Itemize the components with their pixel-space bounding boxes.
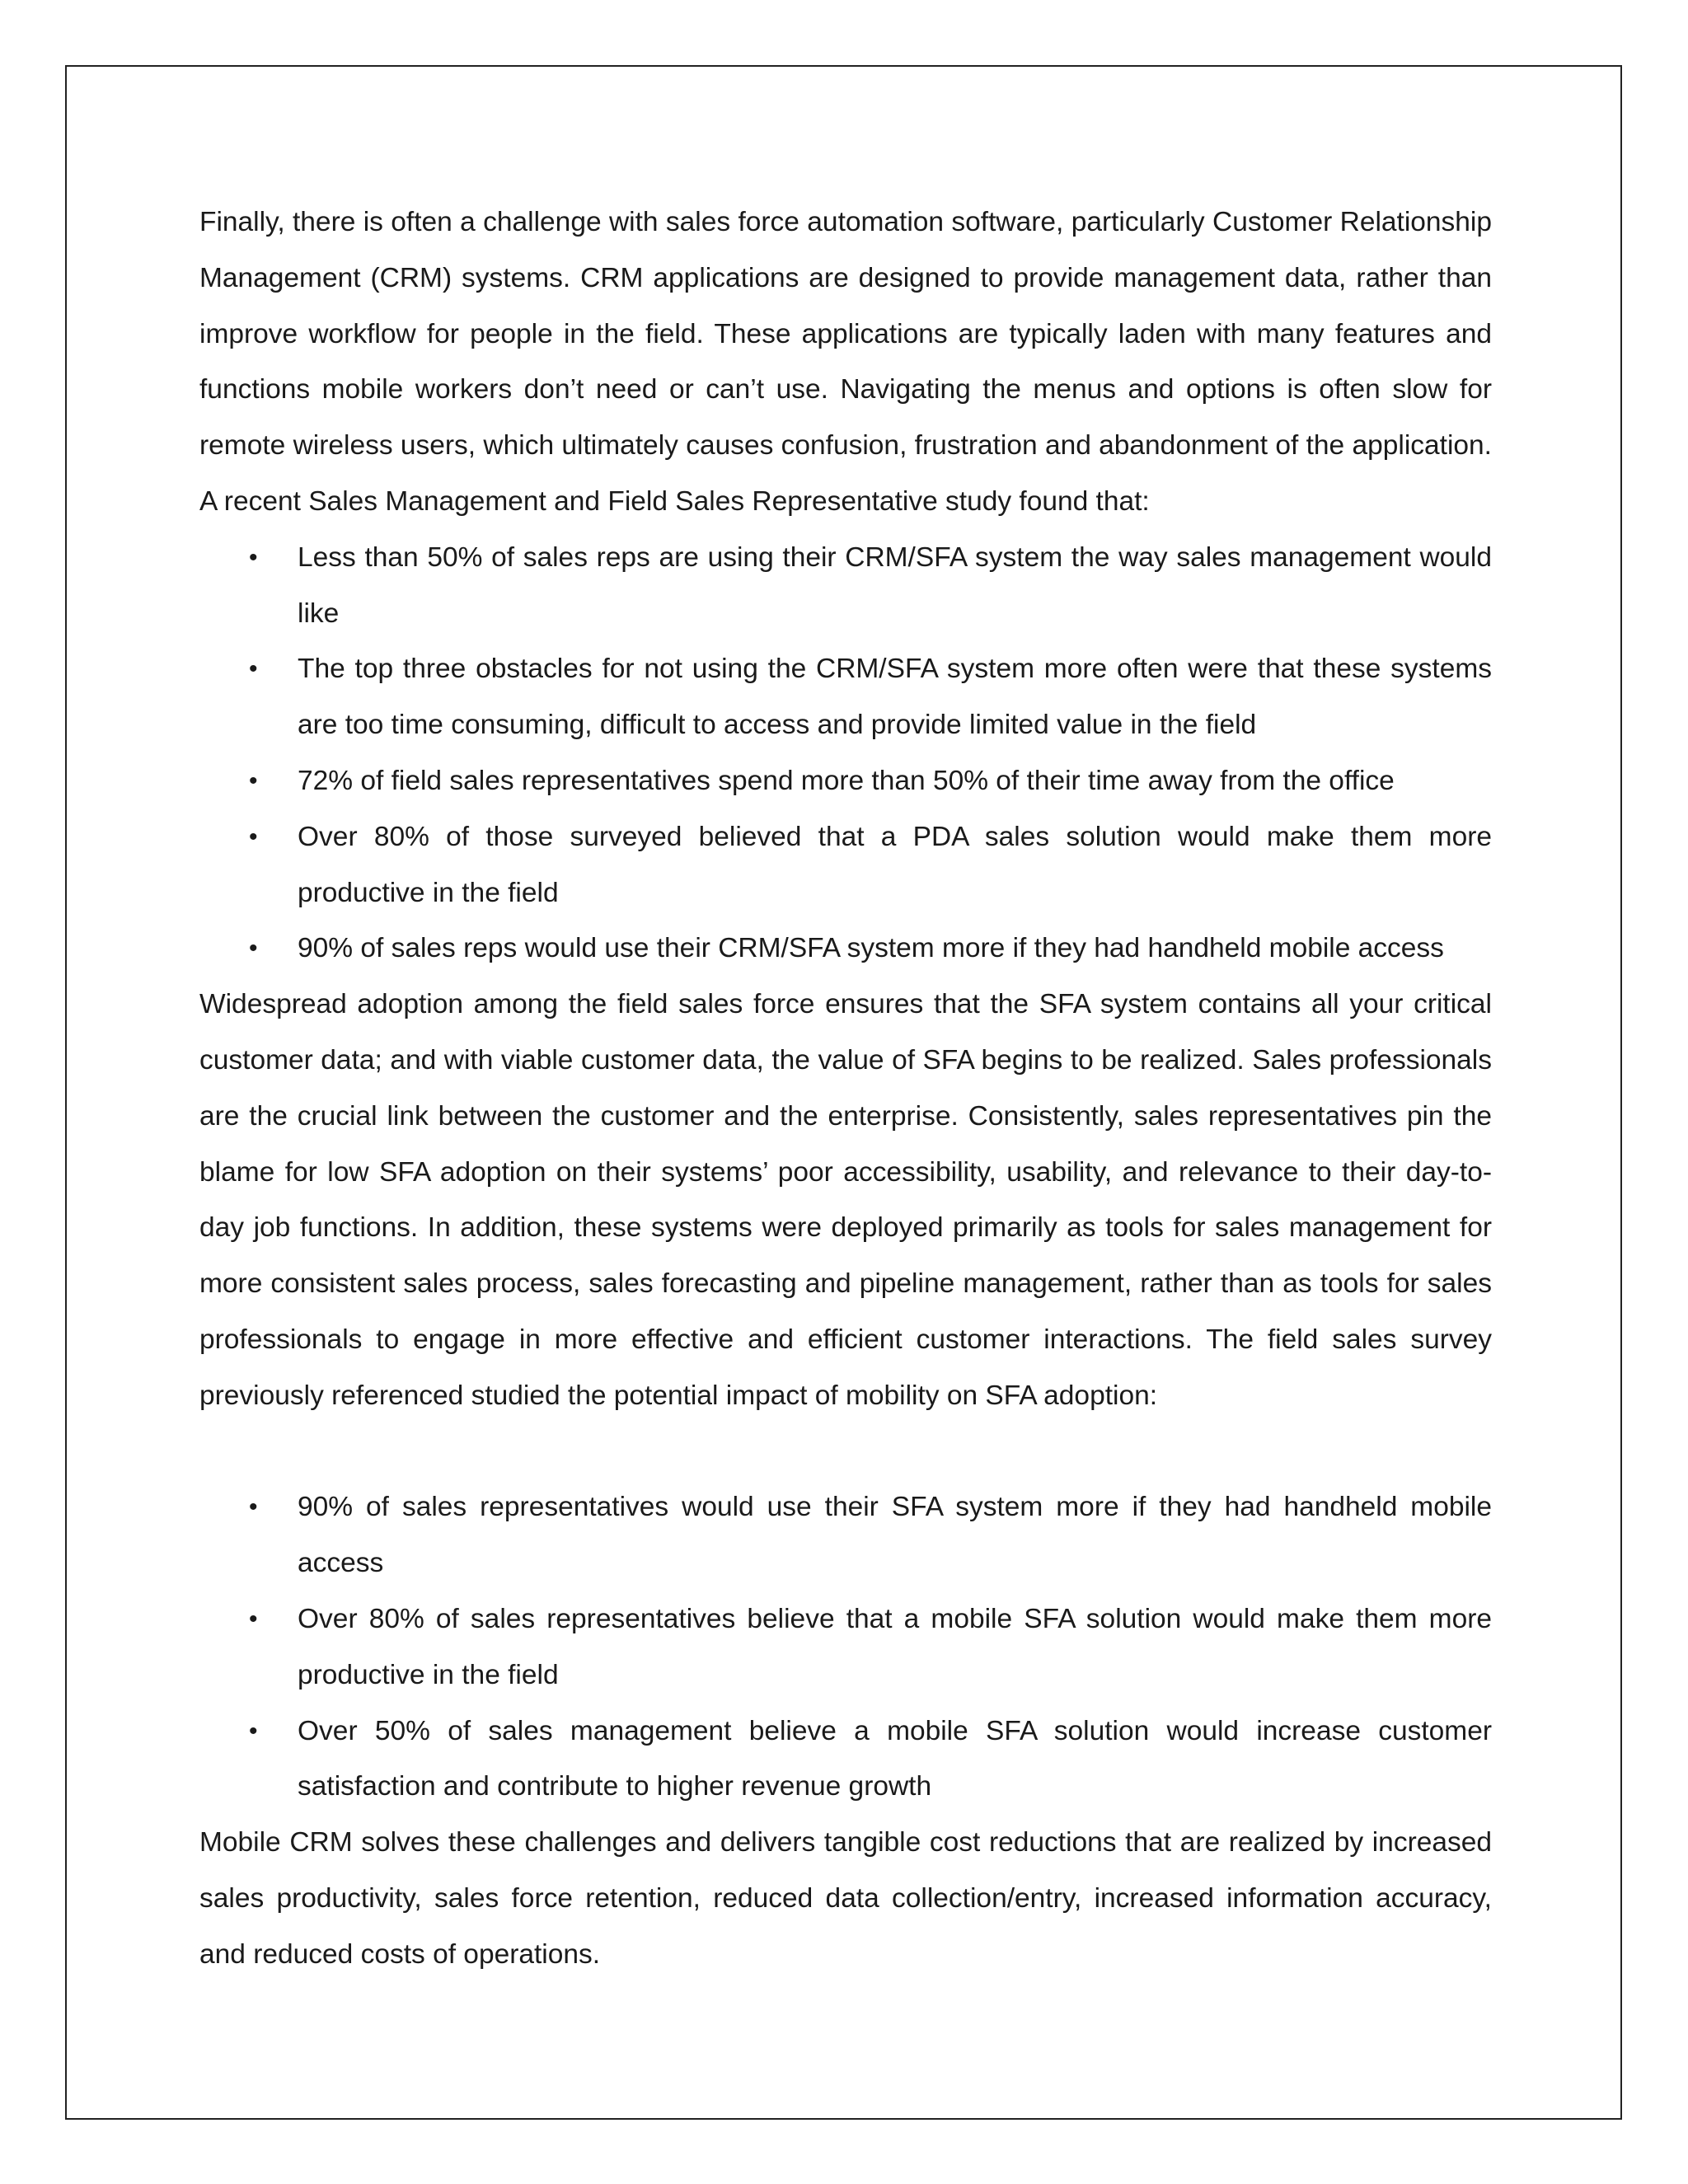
document-body: [199, 194, 1492, 1983]
list-item-text: 90% of sales representatives would use their SFA system more if they had handheld mobile access: [298, 1492, 1492, 1579]
list-item-text: Over 80% of sales representatives believe that a mobile SFA solution would make them more productive in the field: [298, 1603, 1492, 1690]
list-item: [199, 1479, 1492, 1591]
bullet-icon: •: [249, 766, 258, 794]
list-item: [199, 1591, 1492, 1704]
bullet-icon: •: [249, 823, 258, 851]
bullet-icon: •: [249, 655, 258, 683]
study-findings-list: [199, 530, 1492, 977]
bullet-icon: •: [249, 1493, 258, 1521]
list-item-text: Over 80% of those surveyed believed that a PDA sales solution would make them more productive in the field: [298, 821, 1492, 908]
bullet-icon: •: [249, 935, 258, 963]
mobility-findings-list: [199, 1479, 1492, 1815]
list-item: [199, 641, 1492, 753]
list-item-text: The top three obstacles for not using the CRM/SFA system more often were that these systems are too time consuming, difficult to access and provide limited value in the field: [298, 654, 1492, 741]
list-item-text: 72% of field sales representatives spend more than 50% of their time away from the office: [298, 765, 1395, 796]
list-item: [199, 809, 1492, 921]
list-item: [199, 1704, 1492, 1816]
list-item-text: Less than 50% of sales reps are using their CRM/SFA system the way sales management would like: [298, 541, 1492, 629]
blank-line: [199, 1424, 1492, 1480]
list-item-text: Over 50% of sales management believe a mobile SFA solution would increase customer satisfaction and contribute to higher revenue growth: [298, 1715, 1492, 1802]
conclusion-paragraph: Mobile CRM solves these challenges and delivers tangible cost reductions that are realized by increased sales productivity, sales force retention, reduced data collection/entry, increased information accuracy, and reduced costs of operations.: [199, 1827, 1492, 1970]
bullet-icon: •: [249, 1605, 258, 1633]
adoption-paragraph: Widespread adoption among the field sales force ensures that the SFA system contains all your critical customer data; and with viable customer data, the value of SFA begins to be realized. Sales professionals are the crucial link between the customer and the enterprise. Consistently, sales representatives pin the blame for low SFA adoption on their systems’ poor accessibility, usability, and relevance to their day-to-day job functions. In addition, these systems were deployed primarily as tools for sales management for more consistent sales process, sales forecasting and pipeline management, rather than as tools for sales professionals to engage in more effective and efficient customer interactions. The field sales survey previously referenced studied the potential impact of mobility on SFA adoption:: [199, 989, 1492, 1411]
list-item: [199, 921, 1492, 977]
intro-paragraph: Finally, there is often a challenge with sales force automation software, particularly Customer Relationship Management (CRM) systems. CRM applications are designed to provide management data, rather than improve workflow for people in the field. These applications are typically laden with many features and functions mobile workers don’t need or can’t use. Navigating the menus and options is often slow for remote wireless users, which ultimately causes confusion, frustration and abandonment of the application. A recent Sales Management and Field Sales Representative study found that:: [199, 207, 1492, 517]
list-item: [199, 753, 1492, 809]
bullet-icon: •: [249, 543, 258, 571]
list-item-text: 90% of sales reps would use their CRM/SFA system more if they had handheld mobile access: [298, 933, 1444, 964]
list-item: [199, 530, 1492, 642]
bullet-icon: •: [249, 1717, 258, 1745]
